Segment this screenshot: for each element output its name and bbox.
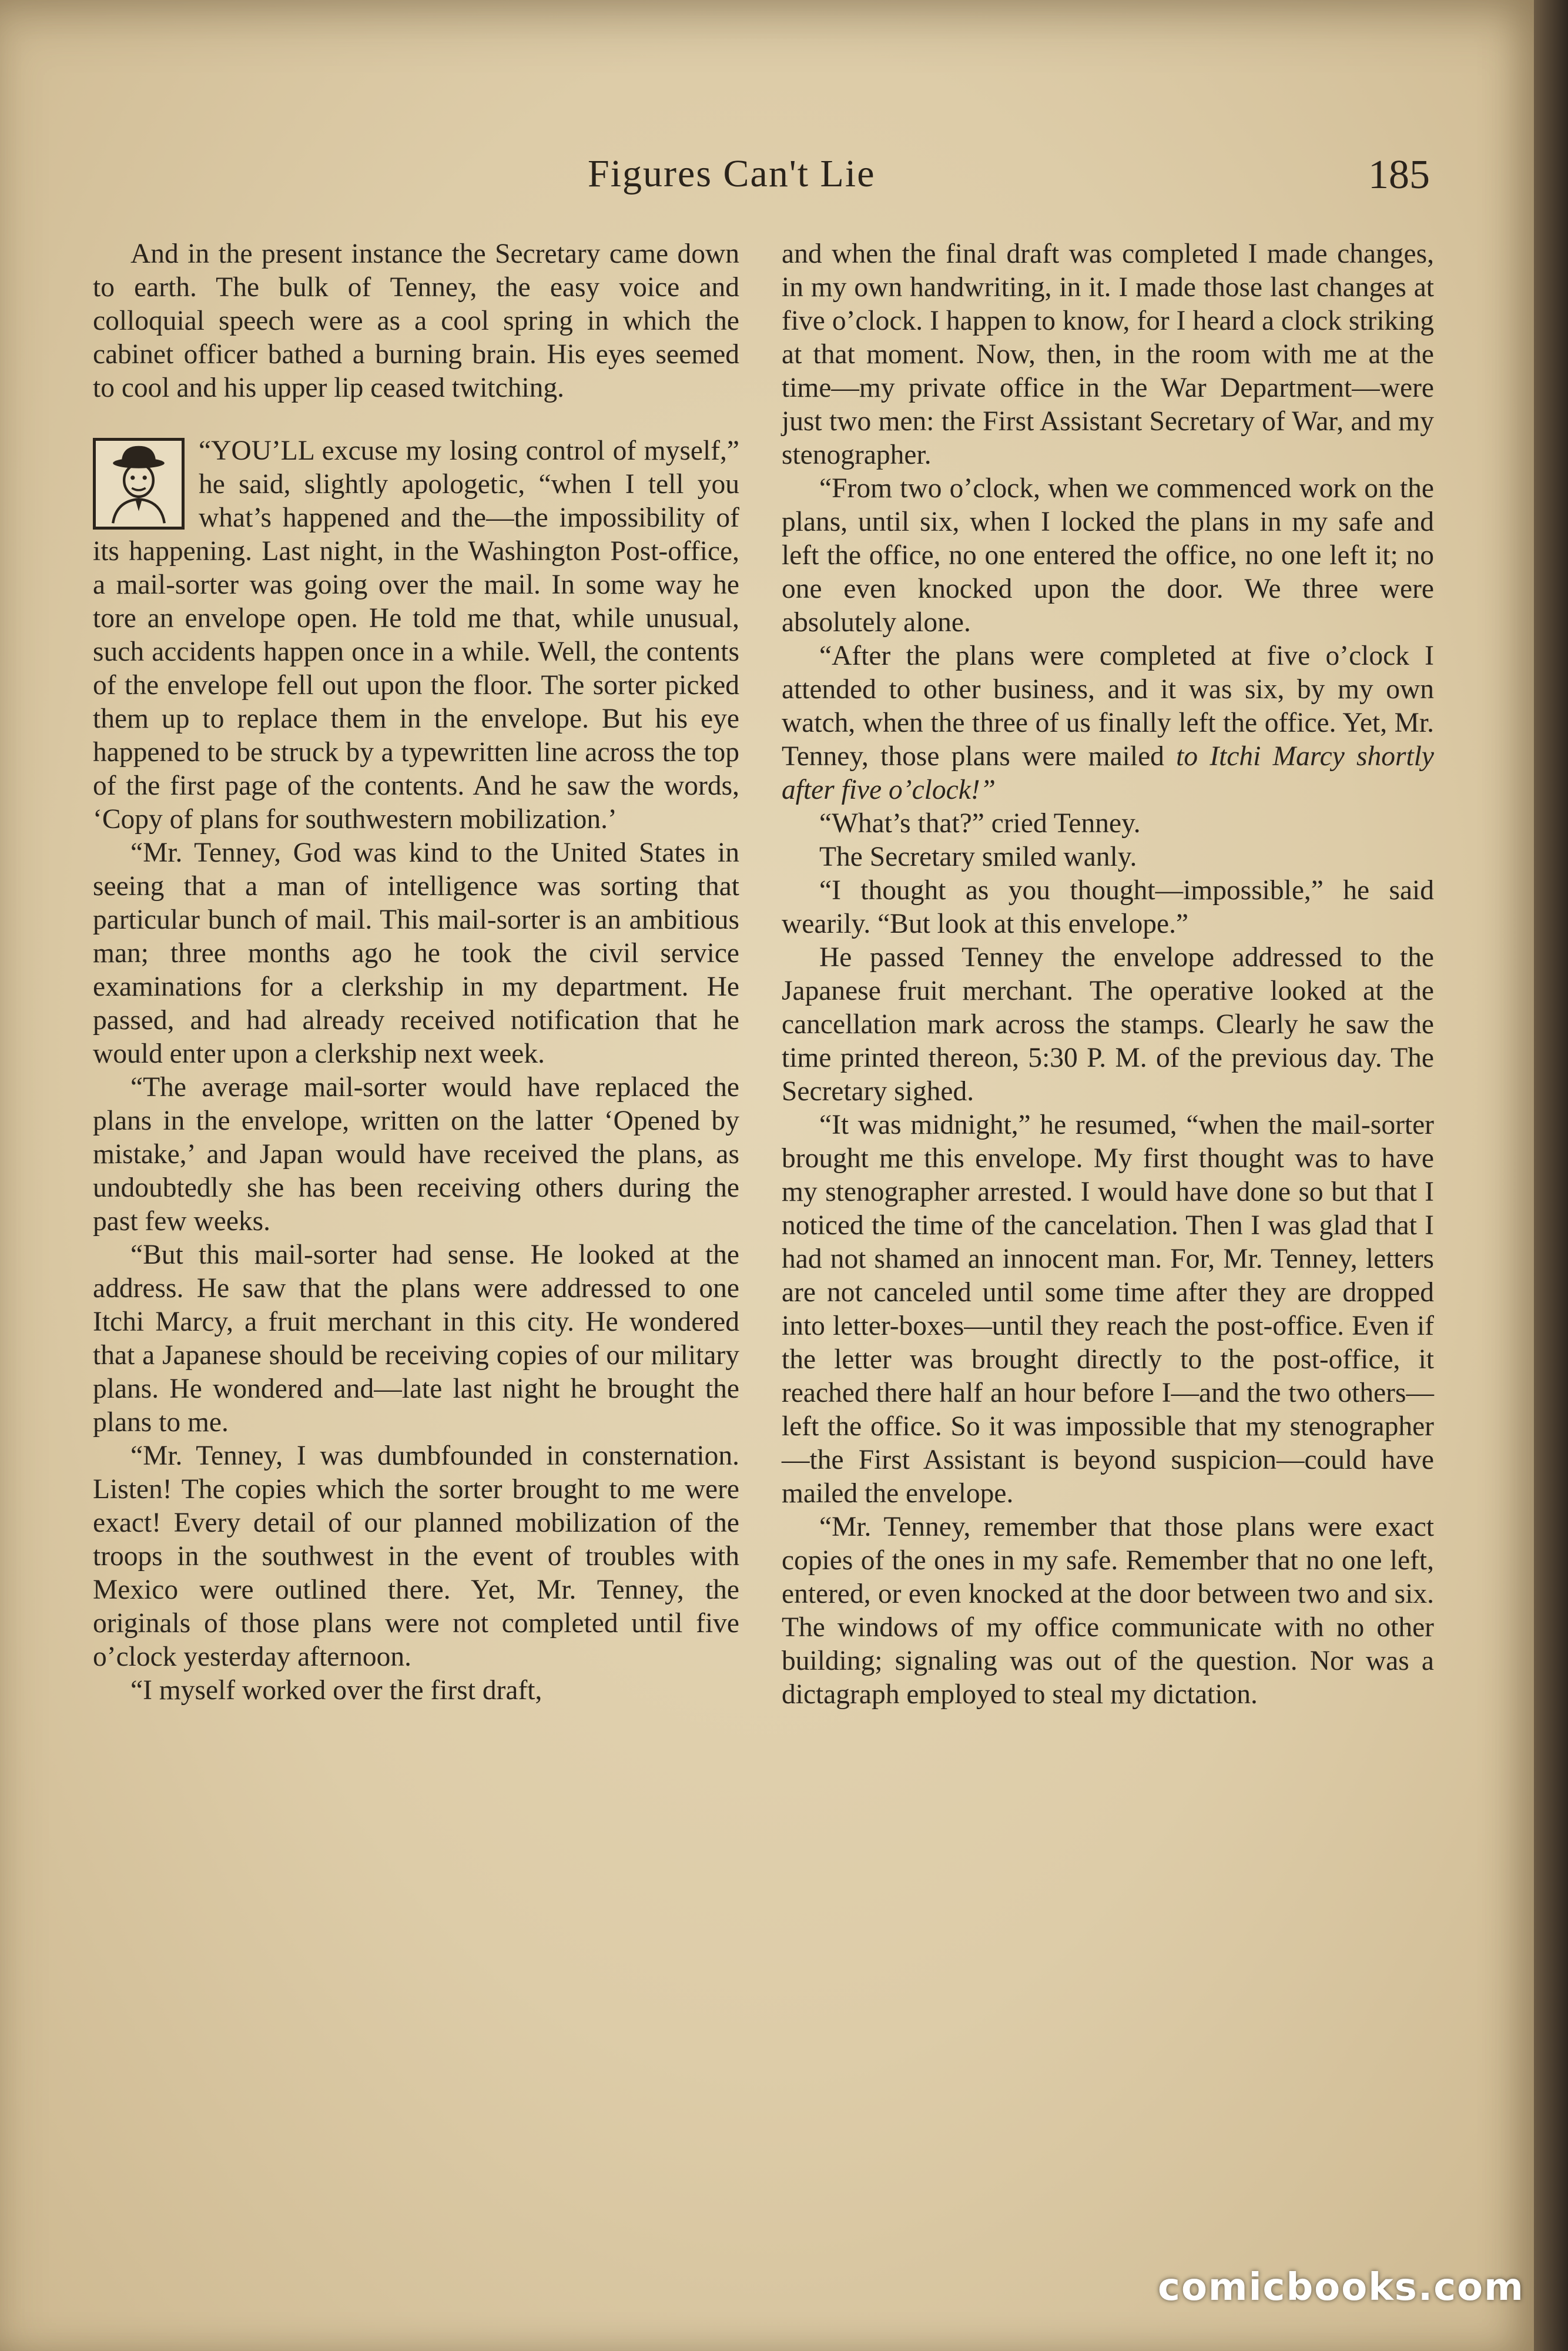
page-edge	[1534, 0, 1568, 2351]
paragraph: “From two o’clock, when we commenced work on the plans, until six, when I locked the plans in my safe and left the office, no one entered the office, no one left it; no one even knocked upon the door. We three were absolutely alone.	[782, 473, 1434, 638]
paragraph: The Secretary smiled wanly.	[819, 842, 1137, 872]
paragraph: “YOU’LL excuse my losing control of myself,” he said, slightly apologetic, “when I tell you what’s happened and the—the impossibility of its happening. Last night, in the Washington Post-office, a mail-sorter was going over the mail. In some way he tore an envelope open. He told me that, while unusual, such accidents happen once in a while. Well, the contents of the envelope fell out upon the floor. The sorter picked them up to replace them in the envelope. But his eye happened to be struck by a typewritten line across the top of the first page of the contents. And he saw the words, ‘Copy of plans for southwestern mobilization.’	[93, 436, 739, 835]
paragraph: “What’s that?” cried Tenney.	[819, 808, 1141, 839]
man-in-bowler-hat-icon	[93, 438, 185, 530]
paragraph: “Mr. Tenney, God was kind to the United States in seeing that a man of intelligence was sorting that particular bunch of mail. This mail-sorter is an ambitious man; three months ago he took the civil service examinations for a clerkship in my department. He passed, and had already received notification that he would enter upon a clerkship next week.	[93, 838, 739, 1069]
running-head-title: Figures Can't Lie	[588, 152, 876, 195]
paragraph: “I myself worked over the first draft,	[130, 1675, 542, 1706]
italic-text: to Itchi Marcy shortly after five o’clock!”	[782, 741, 1434, 805]
paragraph: “I thought as you thought—impossible,” he said wearily. “But look at this envelope.”	[782, 875, 1434, 939]
paragraph: “Mr. Tenney, remember that those plans were exact copies of the ones in my safe. Remember that no one left, entered, or even knocked at the door between two and six. The windows of my office communicate with no other building; signaling was out of the question. Nor was a dictagraph employed to steal my dictation.	[782, 1512, 1434, 1710]
paragraph	[782, 639, 1434, 807]
portrait-sketch	[96, 441, 182, 527]
paragraph: and when the final draft was completed I made changes, in my own handwriting, in it. I made those last changes at five o’clock. I happen to know, for I heard a clock striking at that moment. Now, then, in the room with me at the time—my private office in the War Department—were just two men: the First Assistant Secretary of War, and my stenographer.	[782, 239, 1434, 470]
paragraph: He passed Tenney the envelope addressed to the Japanese fruit merchant. The operative looked at the cancellation mark across the stamps. Clearly he saw the time printed thereon, 5:30 P. M. of the previous day. The Secretary sighed.	[782, 942, 1434, 1107]
paragraph: “But this mail-sorter had sense. He looked at the address. He saw that the plans were addressed to one Itchi Marcy, a fruit merchant in this city. He wondered that a Japanese should be receiving copies of our military plans. He wondered and—late last night he brought the plans to me.	[93, 1240, 739, 1438]
right-column	[782, 237, 1434, 1712]
watermark: comicbooks.com	[1158, 2266, 1525, 2309]
paragraph: “Mr. Tenney, I was dumbfounded in consternation. Listen! The copies which the sorter brought to me were exact! Every detail of our planned mobilization of the troops in the southwest in the event of troubles with Mexico were outlined there. Yet, Mr. Tenney, the originals of those plans were not completed until five o’clock yesterday afternoon.	[93, 1441, 739, 1672]
page-number: 185	[1368, 152, 1430, 197]
paragraph-text: “After the plans were completed at five o’clock I attended to other business, and it was six, by my own watch, when the three of us finally left the office. Yet, Mr. Tenney, those plans were mailed	[782, 641, 1434, 772]
paragraph: And in the present instance the Secretary came down to earth. The bulk of Tenney, the easy voice and colloquial speech were as a cool spring in which the cabinet officer bathed a burning brain. His eyes seemed to cool and his upper lip ceased twitching.	[93, 239, 739, 403]
left-column	[93, 237, 739, 1707]
paragraph: “The average mail-sorter would have replaced the plans in the envelope, written on the latter ‘Opened by mistake,’ and Japan would have received the plans, as undoubtedly she has been receiving others during the past few weeks.	[93, 1072, 739, 1237]
paragraph: “It was midnight,” he resumed, “when the mail-sorter brought me this envelope. My first thought was to have my stenographer arrested. I would have done so but that I noticed the time of the cancelation. Then I was glad that I had not shamed an innocent man. For, Mr. Tenney, letters are not canceled until some time after they are dropped into letter-boxes—until they reach the post-office. Even if the letter was brought directly to the post-office, it reached there half an hour before I—and the two others—left the office. So it was impossible that my stenographer—the First Assistant is beyond suspicion—could have mailed the envelope.	[782, 1110, 1434, 1509]
